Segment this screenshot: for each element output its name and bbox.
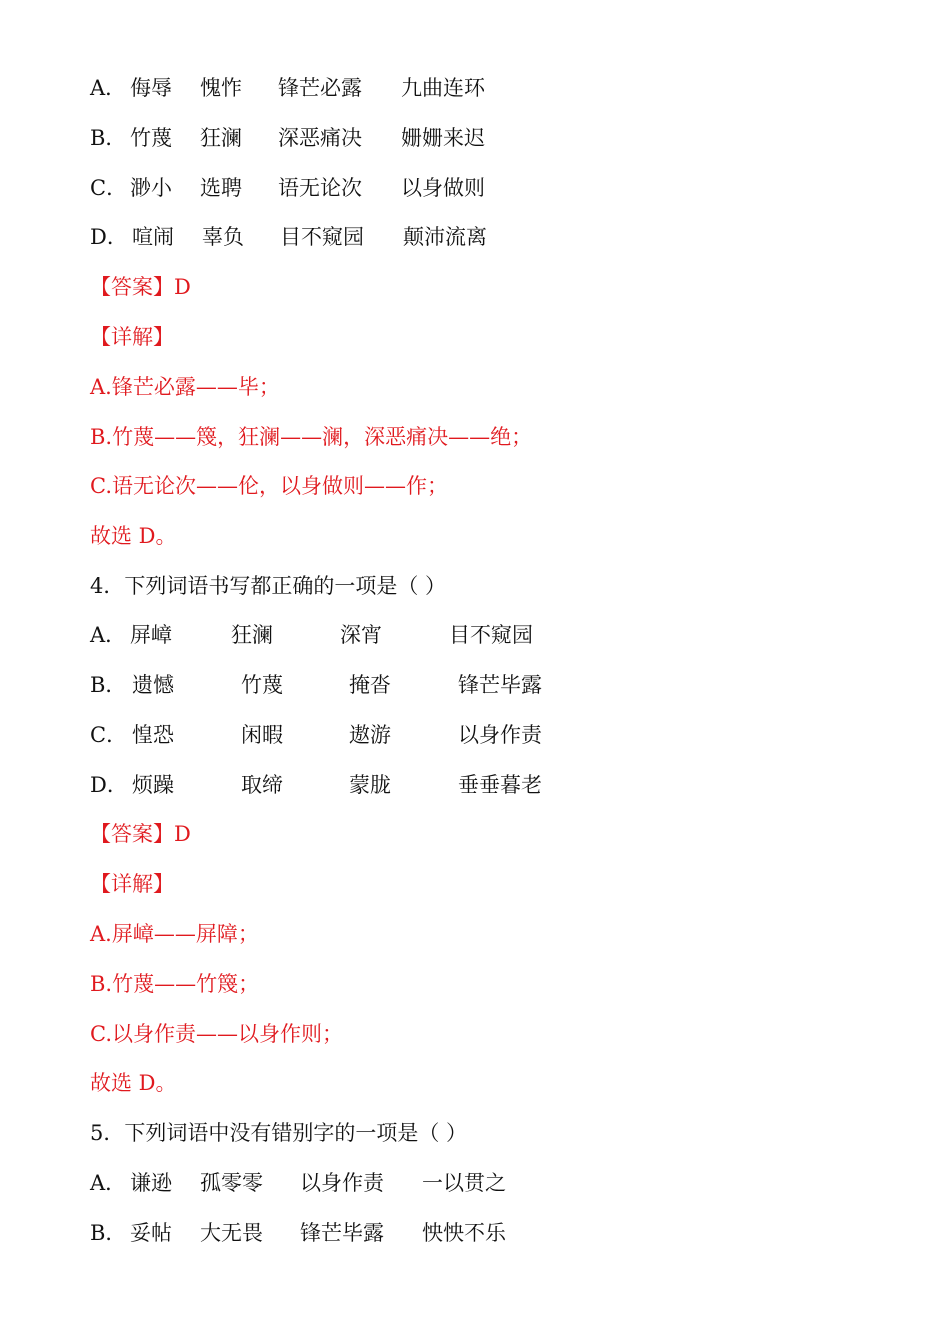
option-word: 以身作责 [300, 1171, 384, 1195]
option-word: 遨游 [349, 723, 391, 747]
option-prefix: B． [90, 126, 127, 150]
conclusion: 故选 D。 [90, 524, 177, 548]
option-word: 辜负 [202, 225, 244, 249]
option-word: 语无论次 [278, 176, 362, 200]
answer: 【答案】D [90, 822, 191, 846]
explanation-line: B.竹蔑——竹篾； [90, 972, 260, 996]
option-prefix: D． [90, 225, 128, 249]
option-prefix: B． [90, 673, 127, 697]
explanation-title: 【详解】 [90, 325, 174, 349]
option-word: 烦躁 [132, 773, 174, 797]
option-word: 大无畏 [200, 1221, 263, 1245]
option-word: 愧怍 [200, 76, 242, 100]
explanation-line: B.竹蔑——篾，狂澜——澜，深恶痛决——绝； [90, 425, 533, 449]
option-word: 蒙胧 [349, 773, 391, 797]
option-word: 九曲连环 [401, 76, 485, 100]
option-word: 竹蔑 [241, 673, 283, 697]
option-word: 侮辱 [130, 76, 172, 100]
explanation-line: A.屏嶂——屏障； [90, 922, 259, 946]
option-word: 狂澜 [200, 126, 242, 150]
explanation-line: A.锋芒必露——毕； [90, 375, 280, 399]
option-word: 深宵 [340, 623, 382, 647]
question-4: 4．下列词语书写都正确的一项是（ ） [90, 574, 447, 598]
option-word: 以身作责 [458, 723, 542, 747]
option-word: 怏怏不乐 [422, 1221, 506, 1245]
option-word: 深恶痛决 [278, 126, 362, 150]
option-word: 狂澜 [231, 623, 273, 647]
option-prefix: A． [90, 623, 127, 647]
option-word: 取缔 [241, 773, 283, 797]
answer: 【答案】D [90, 275, 191, 299]
option-word: 以身做则 [401, 176, 485, 200]
conclusion: 故选 D。 [90, 1071, 177, 1095]
option-word: 孤零零 [200, 1171, 263, 1195]
option-word: 竹蔑 [130, 126, 172, 150]
option-word: 屏嶂 [130, 623, 172, 647]
question-5: 5．下列词语中没有错别字的一项是（ ） [90, 1121, 468, 1145]
option-word: 垂垂暮老 [458, 773, 542, 797]
explanation-line: C.以身作责——以身作则； [90, 1022, 343, 1046]
option-word: 锋芒必露 [278, 76, 362, 100]
option-word: 锋芒毕露 [300, 1221, 384, 1245]
option-prefix: B． [90, 1221, 127, 1245]
option-prefix: A． [90, 1171, 127, 1195]
explanation-title: 【详解】 [90, 872, 174, 896]
option-word: 渺小 [130, 176, 172, 200]
option-prefix: A． [90, 76, 127, 100]
option-word: 妥帖 [130, 1221, 172, 1245]
option-word: 遗憾 [132, 673, 174, 697]
option-word: 颠沛流离 [403, 225, 487, 249]
option-word: 喧闹 [132, 225, 174, 249]
option-word: 目不窥园 [280, 225, 364, 249]
option-word: 惶恐 [132, 723, 174, 747]
option-word: 闲暇 [241, 723, 283, 747]
option-word: 姗姗来迟 [401, 126, 485, 150]
option-word: 谦逊 [130, 1171, 172, 1195]
option-word: 目不窥园 [449, 623, 533, 647]
explanation-line: C.语无论次——伦，以身做则——作； [90, 474, 448, 498]
option-word: 选聘 [200, 176, 242, 200]
option-prefix: C． [90, 176, 128, 200]
option-word: 掩沓 [349, 673, 391, 697]
option-word: 锋芒毕露 [458, 673, 542, 697]
option-prefix: D． [90, 773, 128, 797]
option-prefix: C． [90, 723, 128, 747]
option-word: 一以贯之 [422, 1171, 506, 1195]
